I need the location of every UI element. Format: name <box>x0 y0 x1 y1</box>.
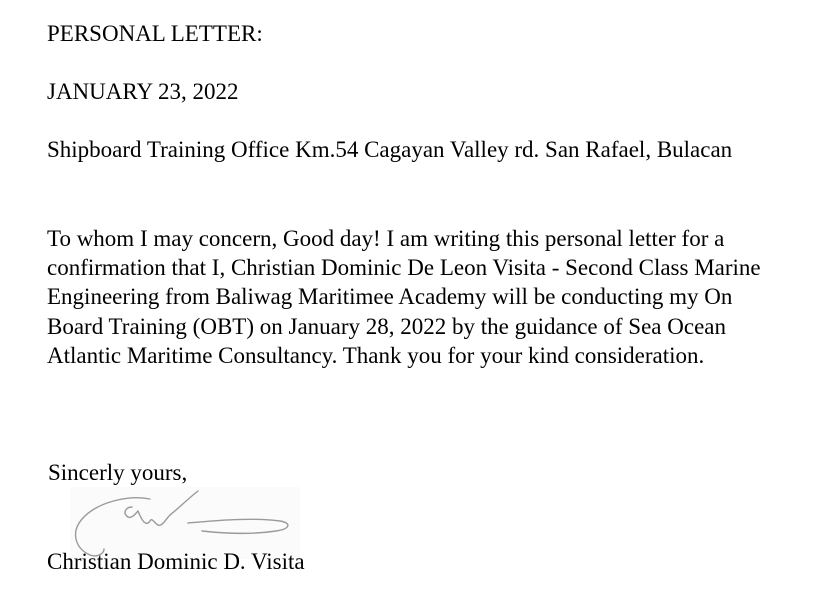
letter-body: To whom I may concern, Good day! I am writing this personal letter for a confirmation that I, Christian Dominic De Leon Visita - Second Class Marine Engineering from Baliwag Maritimee Academy will be conducting my On Board Training (OBT) on January 28, 2022 by the guidance of Sea Ocean Atlantic Maritime Consultancy. Thank you for your kind consideration. <box>47 226 761 368</box>
recipient-address: Shipboard Training Office Km.54 Cagayan Valley rd. San Rafael, Bulacan <box>47 137 733 162</box>
letter-date: JANUARY 23, 2022 <box>47 79 239 104</box>
letter-closing: Sincerly yours, <box>48 460 188 485</box>
signer-name: Christian Dominic D. Visita <box>47 549 305 574</box>
letter-heading: PERSONAL LETTER: <box>47 21 263 46</box>
